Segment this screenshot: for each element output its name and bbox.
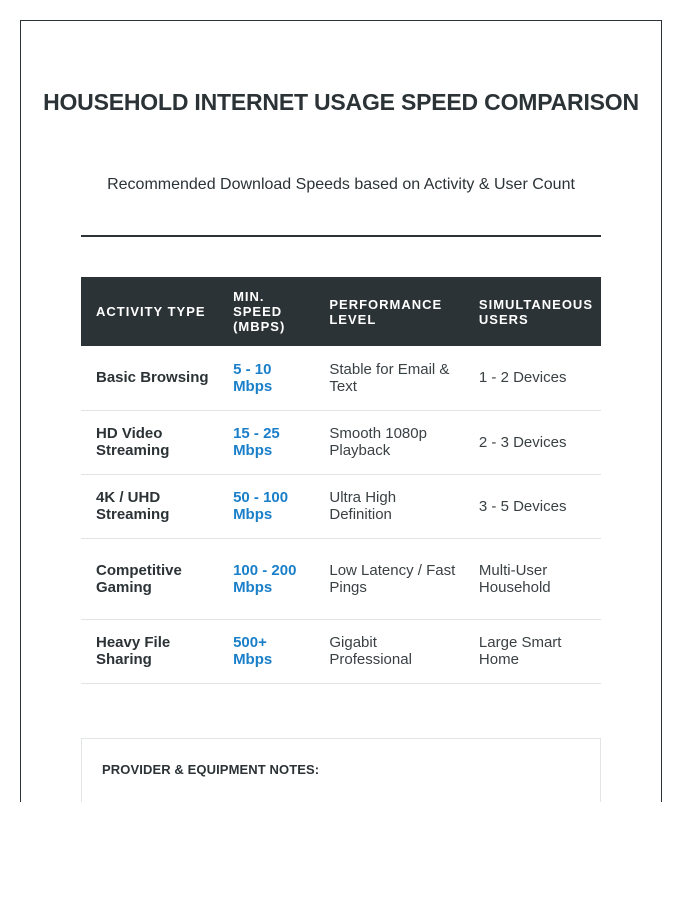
users-cell: Large Smart Home [464, 619, 601, 683]
performance-cell: Low Latency / Fast Pings [314, 538, 464, 619]
users-cell: 1 - 2 Devices [464, 346, 601, 410]
performance-cell: Smooth 1080p Playback [314, 410, 464, 474]
users-cell: Multi-User Household [464, 538, 601, 619]
table-row [81, 538, 601, 619]
activity-cell: Heavy File Sharing [81, 619, 218, 683]
speed-comparison-table [81, 277, 601, 684]
performance-cell: Stable for Email & Text [314, 346, 464, 410]
page-subtitle: Recommended Download Speeds based on Activity & User Count [107, 176, 575, 193]
performance-cell: Gigabit Professional [314, 619, 464, 683]
activity-cell: Competitive Gaming [81, 538, 218, 619]
table-header-row [81, 277, 601, 346]
performance-cell: Ultra High Definition [314, 474, 464, 538]
notes-title: PROVIDER & EQUIPMENT NOTES: [102, 762, 320, 777]
table-row [81, 410, 601, 474]
users-cell: 3 - 5 Devices [464, 474, 601, 538]
title-divider [81, 235, 601, 237]
column-header-activity: ACTIVITY TYPE [96, 304, 206, 319]
speed-cell: 50 - 100 Mbps [218, 474, 314, 538]
provider-notes-box [81, 738, 601, 802]
speed-cell: 500+ Mbps [218, 619, 314, 683]
speed-cell: 15 - 25 Mbps [218, 410, 314, 474]
column-header-performance: PERFORMANCE LEVEL [329, 296, 443, 327]
activity-cell: 4K / UHD Streaming [81, 474, 218, 538]
table-row [81, 346, 601, 410]
speed-cell: 5 - 10 Mbps [218, 346, 314, 410]
speed-cell: 100 - 200 Mbps [218, 538, 314, 619]
users-cell: 2 - 3 Devices [464, 410, 601, 474]
page-title: HOUSEHOLD INTERNET USAGE SPEED COMPARISON [43, 89, 639, 115]
column-header-speed: MIN. SPEED (MBPS) [233, 289, 286, 334]
activity-cell: Basic Browsing [81, 346, 218, 410]
document-page [20, 20, 662, 802]
table-row [81, 474, 601, 538]
column-header-users: SIMULTANEOUS USERS [478, 296, 593, 327]
table-row [81, 619, 601, 683]
activity-cell: HD Video Streaming [81, 410, 218, 474]
